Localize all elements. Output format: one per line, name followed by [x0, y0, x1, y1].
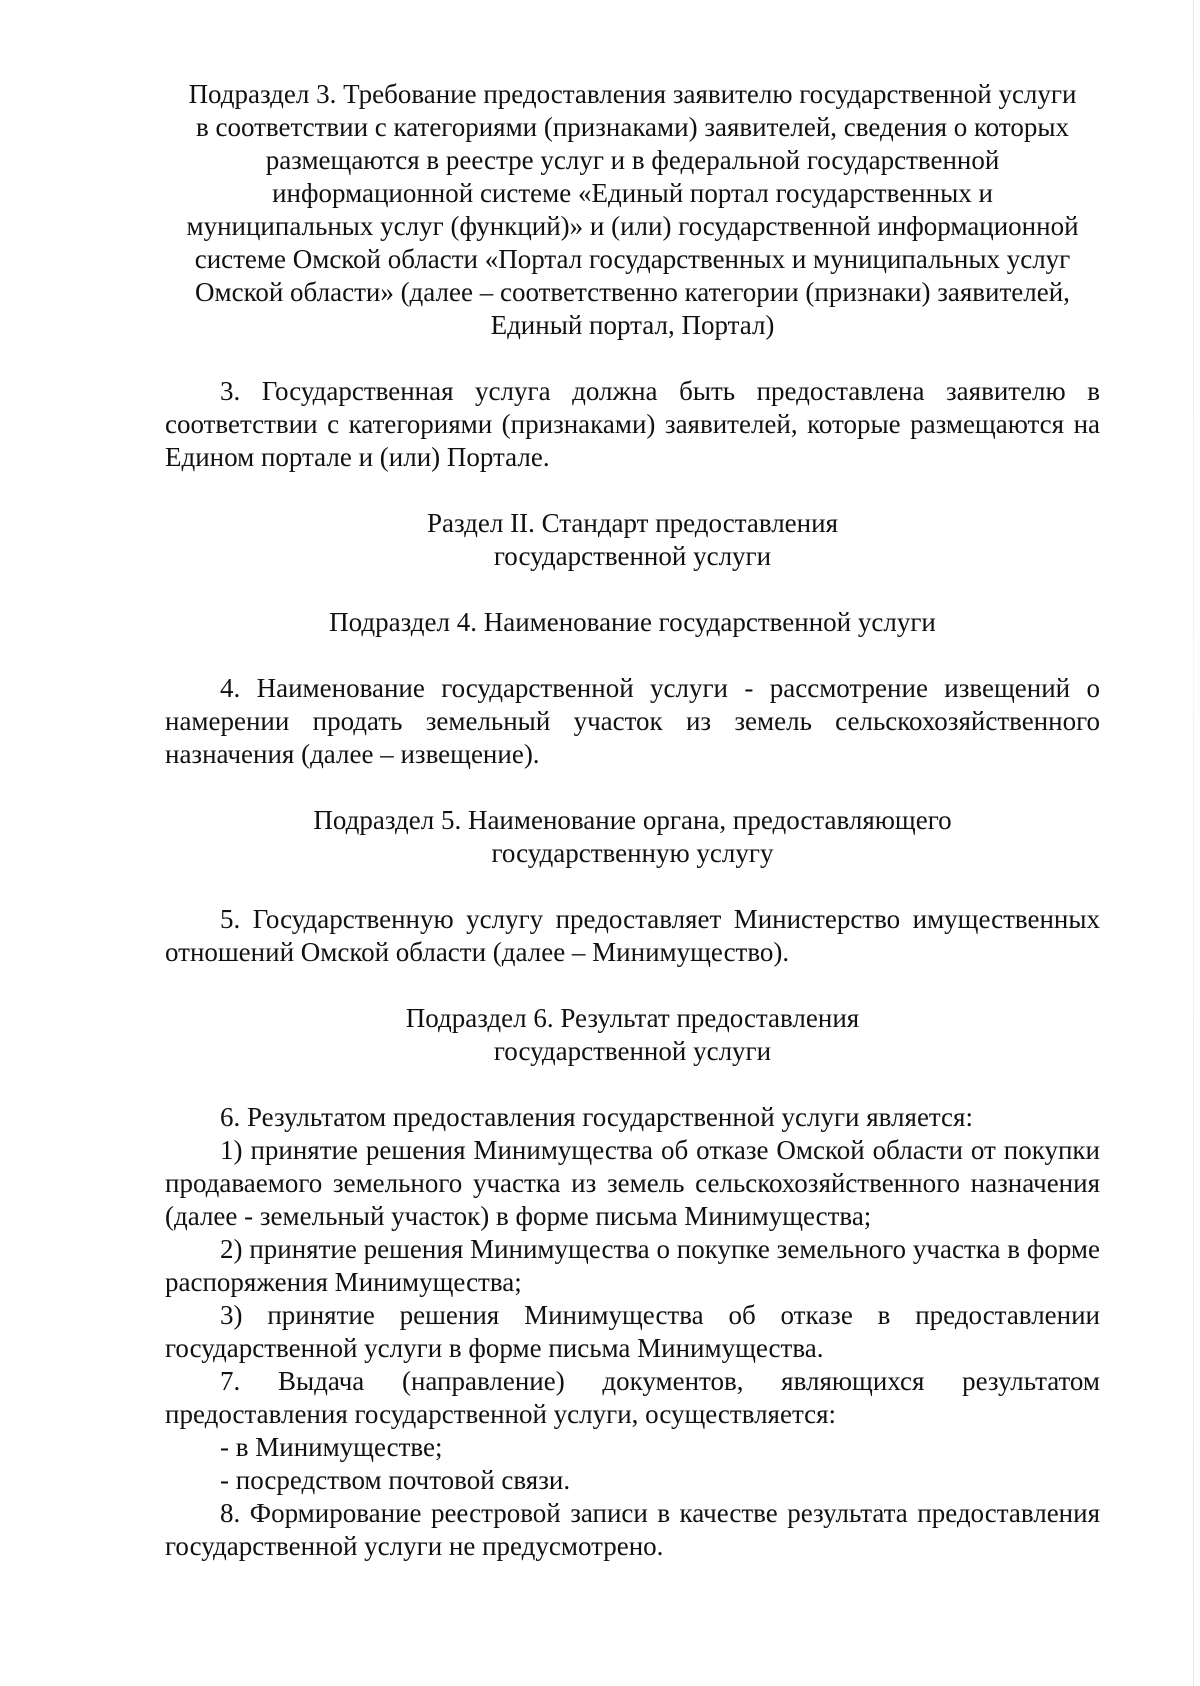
- spacer: [165, 474, 1100, 507]
- result-item-3: 3) принятие решения Минимущества об отказе в предоставлении государственной услуги в форме письма Минимущества.: [165, 1300, 1100, 1363]
- spacer: [165, 771, 1100, 804]
- subsection-4-heading: [165, 606, 1100, 639]
- spacer: [165, 969, 1100, 1002]
- page-edge: [1193, 0, 1194, 1686]
- paragraph-8: 8. Формирование реестровой записи в качестве результата предоставления государственной услуги не предусмотрено.: [165, 1498, 1100, 1561]
- spacer: [165, 342, 1100, 375]
- delivery-item-1: - в Минимуществе;: [220, 1432, 443, 1462]
- heading-line: Омской области» (далее – соответственно категории (признаки) заявителей,: [195, 277, 1070, 307]
- paragraph-5: 5. Государственную услугу предоставляет Министерство имущественных отношений Омской области (далее – Минимущество).: [165, 904, 1100, 967]
- paragraph-4: 4. Наименование государственной услуги - рассмотрение извещений о намерении продать земельный участок из земель сельскохозяйственного назначения (далее – извещение).: [165, 673, 1100, 769]
- heading-line: в соответствии с категориями (признаками) заявителей, сведения о которых: [195, 112, 1069, 142]
- spacer: [165, 870, 1100, 903]
- heading-line: муниципальных услуг (функций)» и (или) государственной информационной: [186, 211, 1079, 241]
- result-item-2: 2) принятие решения Минимущества о покупке земельного участка в форме распоряжения Минимущества;: [165, 1234, 1100, 1297]
- spacer: [165, 639, 1100, 672]
- paragraph-3: 3. Государственная услуга должна быть предоставлена заявителю в соответствии с категориями (признаками) заявителей, которые размещаются на Едином портале и (или) Портале.: [165, 376, 1100, 472]
- heading-line: системе Омской области «Портал государственных и муниципальных услуг: [194, 244, 1071, 274]
- paragraph-7: 7. Выдача (направление) документов, являющихся результатом предоставления государственной услуги, осуществляется:: [165, 1366, 1100, 1429]
- heading-line: Подраздел 3. Требование предоставления заявителю государственной услуги: [188, 79, 1077, 109]
- result-item-1: 1) принятие решения Минимущества об отказе Омской области от покупки продаваемого земельного участка из земель сельскохозяйственного назначения (далее - земельный участок) в форме письма Минимущества;: [165, 1135, 1100, 1231]
- document-body: [165, 78, 1100, 1563]
- subsection-6-heading: [165, 1002, 1100, 1068]
- heading-line: государственную услугу: [491, 838, 774, 868]
- heading-line: государственной услуги: [493, 541, 772, 571]
- spacer: [165, 1068, 1100, 1101]
- heading-line: Единый портал, Портал): [490, 310, 775, 340]
- heading-line: Подраздел 4. Наименование государственной услуги: [329, 607, 936, 637]
- subsection-3-heading: [165, 78, 1100, 342]
- spacer: [165, 573, 1100, 606]
- heading-line: государственной услуги: [493, 1036, 772, 1066]
- heading-line: Подраздел 5. Наименование органа, предоставляющего: [313, 805, 952, 835]
- subsection-5-heading: [165, 804, 1100, 870]
- paragraph-6: 6. Результатом предоставления государственной услуги является:: [220, 1102, 973, 1132]
- heading-line: размещаются в реестре услуг и в федеральной государственной: [265, 145, 1000, 175]
- section-2-heading: [165, 507, 1100, 573]
- heading-line: Подраздел 6. Результат предоставления: [405, 1003, 860, 1033]
- heading-line: информационной системе «Единый портал государственных и: [272, 178, 993, 208]
- heading-line: Раздел II. Стандарт предоставления: [427, 508, 838, 538]
- delivery-item-2: - посредством почтовой связи.: [220, 1465, 571, 1495]
